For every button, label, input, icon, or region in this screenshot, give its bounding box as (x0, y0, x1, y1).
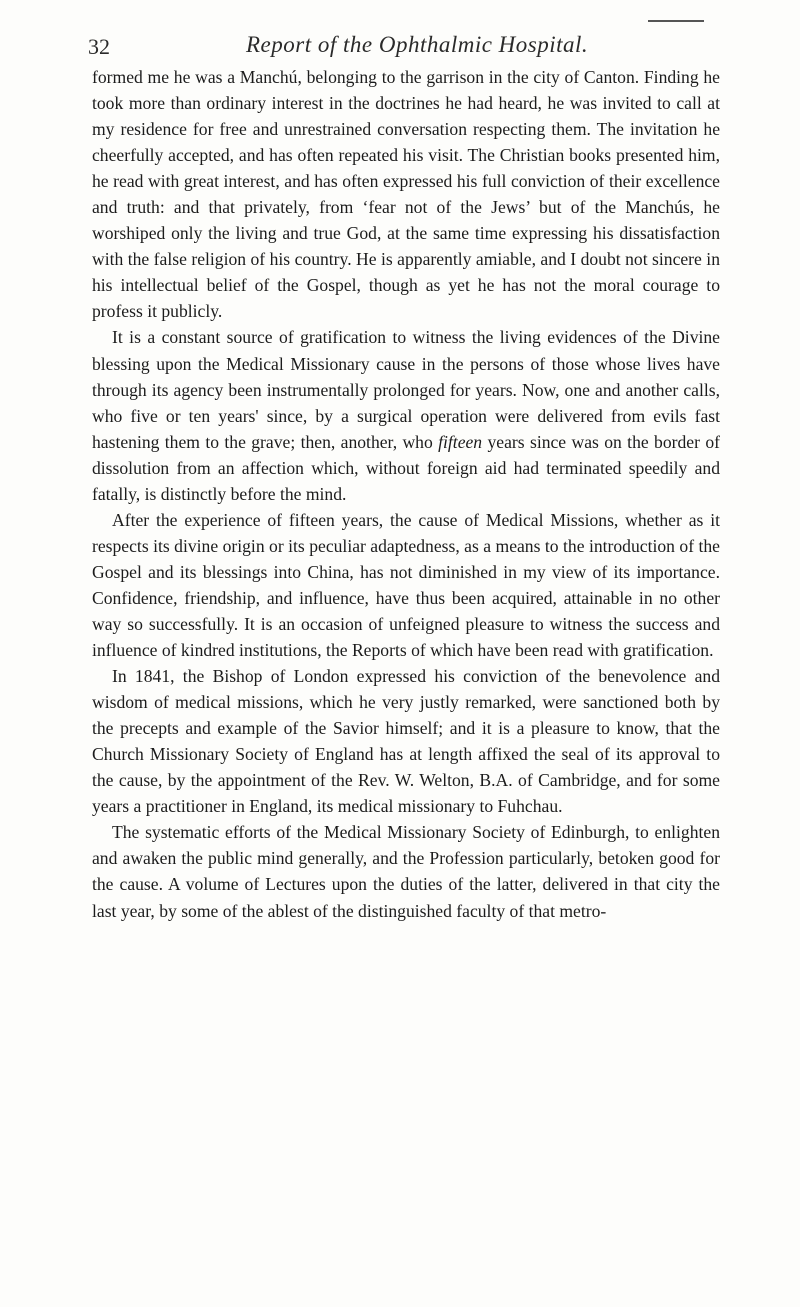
page-number: 32 (88, 34, 110, 59)
paragraph-2 (92, 324, 720, 506)
paragraph-3-text: After the experience of fifteen years, the cause of Medical Missions, whether as it respects its divine origin or its peculiar adaptedness, as a means to the introduction of the Gospel and its blessings into China, has not diminished in my view of its importance. Confidence, friendship, and influence, have thus been acquired, attainable in no other way so successfully. It is an occasion of unfeigned pleasure to witness the success and influence of kindred institutions, the Reports of which have been read with gratification. (92, 509, 720, 661)
paragraph-1-text: formed me he was a Manchú, belonging to the garrison in the city of Canton. Finding he took more than ordinary interest in the doctrines he had heard, he was invited to call at my residence for free and unrestrained conversation respecting them. The invitation he cheerfully accepted, and has often repeated his visit. The Christian books presented him, he read with great interest, and has often expressed his full conviction of their excellence and truth: and that privately, from ‘fear not of the Jews’ but of the Manchús, he worshiped only the living and true God, at the same time expressing his dissatisfaction with the false religion of his country. He is apparently amiable, and I doubt not sincere in his intellectual belief of the Gospel, though as yet he has not the moral courage to profess it publicly. (92, 67, 720, 322)
paragraph-2-italic: fifteen (438, 431, 483, 452)
paragraph-4 (92, 663, 720, 819)
paragraph-1 (92, 64, 720, 324)
paragraph-3 (92, 507, 720, 663)
paragraph-5-text: The systematic efforts of the Medical Missionary Society of Edinburgh, to enlighten and awaken the public mind generally, and the Profession particularly, betoken good for the cause. A volume of Lectures upon the duties of the latter, delivered in that city the last year, by some of the ablest of the distinguished faculty of that metro- (92, 822, 720, 921)
header-rule (648, 20, 704, 22)
paragraph-4-text: In 1841, the Bishop of London expressed his conviction of the benevolence and wisdom of medical missions, which he very justly remarked, were sanctioned both by the precepts and example of the Savior himself; and it is a pleasure to know, that the Church Missionary Society of England has at length affixed the seal of its approval to the cause, by the appointment of the Rev. W. Welton, B.A. of Cambridge, and for some years a practitioner in England, its medical missionary to Fuhchau. (92, 666, 720, 817)
paragraph-2-text-end: years since was on the border of dissolution from an affection which, without foreign aid had terminated speedily and fatally, is distinctly before the mind. (92, 431, 720, 504)
paragraph-2-text-start: It is a constant source of gratification to witness the living evidences of the Divine blessing upon the Medical Missionary cause in the persons of those whose lives have through its agency been instrumentally prolonged for years. Now, one and another calls, who five or ten years' since, by a surgical operation were delivered from evils fast hastening them to the grave; then, another, who (92, 327, 720, 452)
body-text (92, 64, 720, 924)
running-head: Report of the Ophthalmic Hospital. (246, 32, 589, 57)
page-header (88, 14, 708, 58)
paragraph-5 (92, 819, 720, 923)
